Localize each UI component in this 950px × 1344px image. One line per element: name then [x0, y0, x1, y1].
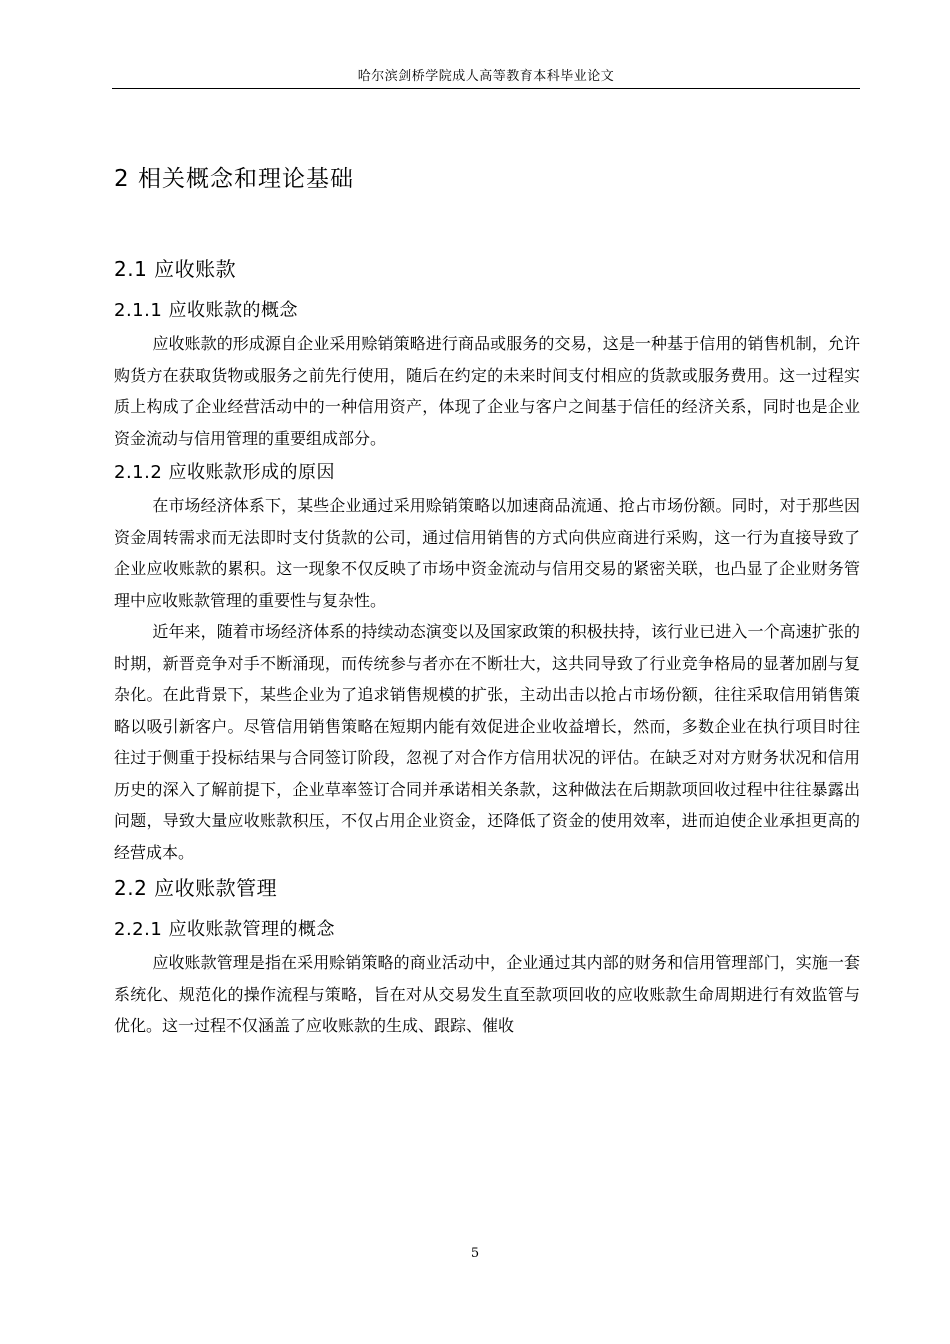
- section-heading-2-1: 2.1 应收账款: [114, 257, 237, 281]
- header-rule: [112, 88, 860, 89]
- paragraph-2-1-2-b: 近年来，随着市场经济体系的持续动态演变以及国家政策的积极扶持，该行业已进入一个高速扩张的时期，新晋竞争对手不断涌现，而传统参与者亦在不断壮大，这共同导致了行业竞争格局的显著加剧与复杂化。在此背景下，某些企业为了追求销售规模的扩张，主动出击以抢占市场份额，往往采取信用销售策略以吸引新客户。尽管信用销售策略在短期内能有效促进企业收益增长，然而，多数企业在执行项目时往往过于侧重于投标结果与合同签订阶段，忽视了对合作方信用状况的评估。在缺乏对对方财务状况和信用历史的深入了解前提下，企业草率签订合同并承诺相关条款，这种做法在后期款项回收过程中往往暴露出问题，导致大量应收账款积压，不仅占用企业资金，还降低了资金的使用效率，进而迫使企业承担更高的经营成本。: [114, 622, 860, 862]
- running-header: 哈尔滨剑桥学院成人高等教育本科毕业论文: [357, 69, 615, 84]
- section-heading-2-2: 2.2 应收账款管理: [114, 876, 278, 900]
- paragraph-2-1-1-a: 应收账款的形成源自企业采用赊销策略进行商品或服务的交易，这是一种基于信用的销售机制，允许购货方在获取货物或服务之前先行使用，随后在约定的未来时间支付相应的货款或服务费用。这一过程实质上构成了企业经营活动中的一种信用资产，体现了企业与客户之间基于信任的经济关系，同时也是企业资金流动与信用管理的重要组成部分。: [114, 334, 860, 448]
- subsection-heading-2-1-1: 2.1.1 应收账款的概念: [114, 300, 299, 321]
- subsection-heading-2-2-1: 2.2.1 应收账款管理的概念: [114, 919, 336, 940]
- chapter-title: 2 相关概念和理论基础: [114, 166, 354, 192]
- paragraph-2-1-2-a: 在市场经济体系下，某些企业通过采用赊销策略以加速商品流通、抢占市场份额。同时，对于那些因资金周转需求而无法即时支付货款的公司，通过信用销售的方式向供应商进行采购，这一行为直接导致了企业应收账款的累积。这一现象不仅反映了市场中资金流动与信用交易的紧密关联，也凸显了企业财务管理中应收账款管理的重要性与复杂性。: [114, 496, 860, 610]
- paragraph-2-2-1-a: 应收账款管理是指在采用赊销策略的商业活动中，企业通过其内部的财务和信用管理部门，实施一套系统化、规范化的操作流程与策略，旨在对从交易发生直至款项回收的应收账款生命周期进行有效监管与优化。这一过程不仅涵盖了应收账款的生成、跟踪、催收: [114, 953, 860, 1035]
- page-content: [114, 160, 860, 1042]
- page-number: 5: [470, 1246, 480, 1261]
- subsection-heading-2-1-2: 2.1.2 应收账款形成的原因: [114, 462, 336, 483]
